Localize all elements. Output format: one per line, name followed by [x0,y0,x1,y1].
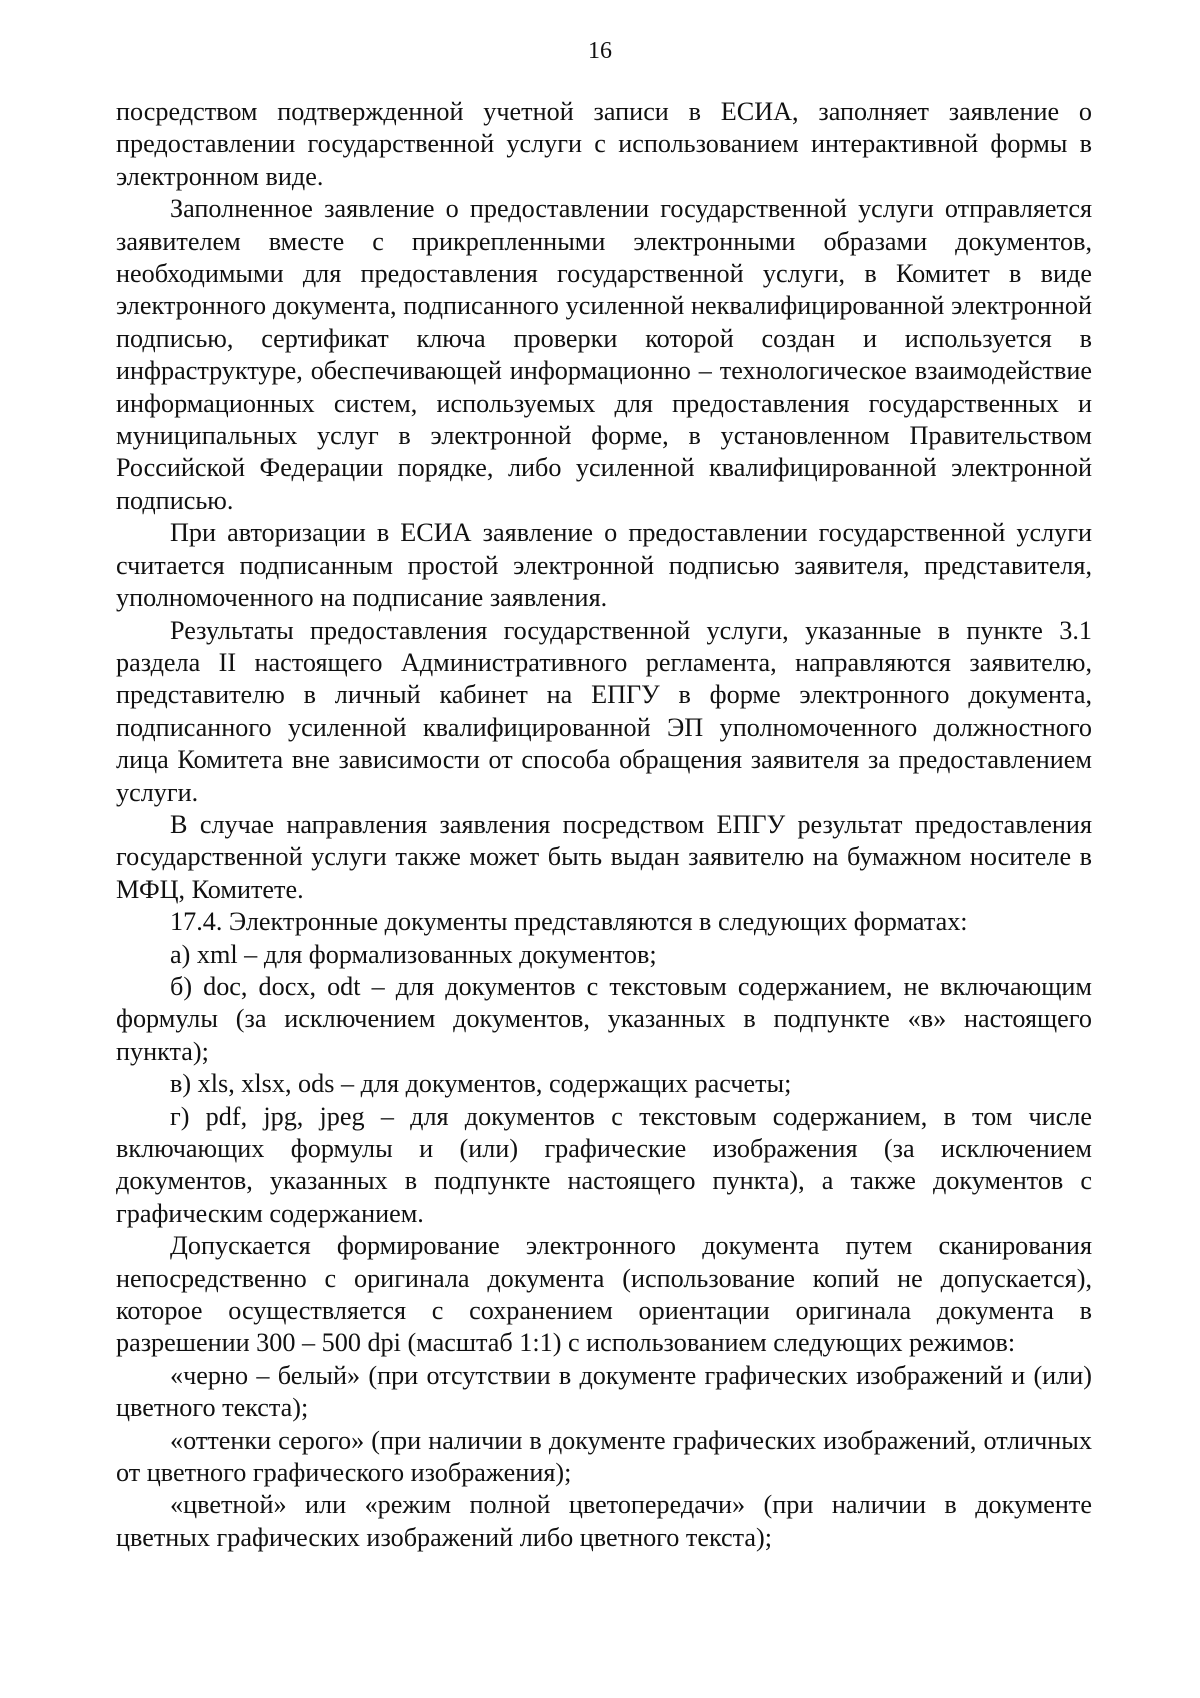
paragraph-scanning: Допускается формирование электронного документа путем сканирования непосредственно с оригинала документа (использование копий не допускается), которое осуществляется с сохранением ориентации оригинала документа в разрешении 300 – 500 dpi (масштаб 1:1) с использованием следующих режимов: [116,1231,1092,1358]
list-item-doc: б) doc, docx, odt – для документов с текстовым содержанием, не включающим формулы (за исключением документов, указанных в подпункте «в» настоящего пункта); [116,971,1092,1066]
paragraph-paper-result: В случае направления заявления посредством ЕПГУ результат предоставления государственной услуги также может быть выдан заявителю на бумажном носителе в МФЦ, Комитете. [116,809,1092,904]
mode-black-white: «черно – белый» (при отсутствии в документе графических изображений и (или) цветного текста); [116,1360,1092,1423]
paragraph-results-delivery: Результаты предоставления государственной услуги, указанные в пункте 3.1 раздела II настоящего Административного регламента, направляются заявителю, представителю в личный кабинет на ЕПГУ в форме электронного документа, подписанного усиленной квалифицированной ЭП уполномоченного должностного лица Комитета вне зависимости от способа обращения заявителя за предоставлением услуги. [116,615,1092,807]
mode-color: «цветной» или «режим полной цветопередачи» (при наличии в документе цветных графических изображений либо цветного текста); [116,1490,1092,1552]
paragraph-esia-authorization: При авторизации в ЕСИА заявление о предоставлении государственной услуги считается подписанным простой электронной подписью заявителя, представителя, уполномоченного на подписание заявления. [116,518,1092,613]
list-item-xls: в) xls, xlsx, ods – для документов, содержащих расчеты; [170,1069,792,1099]
mode-grayscale: «оттенки серого» (при наличии в документе графических изображений, отличных от цветного графического изображения); [116,1425,1092,1488]
paragraph-formats-heading: 17.4. Электронные документы представляются в следующих форматах: [170,907,968,937]
paragraph-application-submission: Заполненное заявление о предоставлении государственной услуги отправляется заявителем вместе с прикрепленными электронными образами документов, необходимыми для предоставления государственной услуги, в Комитет в виде электронного документа, подписанного усиленной неквалифицированной электронной подписью, сертификат ключа проверки которой создан и используется в инфраструктуре, обеспечивающей информационно – технологическое взаимодействие информационных систем, используемых для предоставления государственных и муниципальных услуг в электронной форме, в установленном Правительством Российской Федерации порядке, либо усиленной квалифицированной электронной подписью. [116,194,1092,515]
page-number: 16 [588,38,612,64]
document-body [116,96,1092,1554]
list-item-pdf: г) pdf, jpg, jpeg – для документов с текстовым содержанием, в том числе включающих формулы и (или) графические изображения (за исключением документов, указанных в подпункте настоящего пункта), а также документов с графическим содержанием. [116,1101,1092,1228]
list-item-xml: а) xml – для формализованных документов; [170,939,657,969]
paragraph-continuation: посредством подтвержденной учетной записи в ЕСИА, заполняет заявление о предоставлении государственной услуги с использованием интерактивной формы в электронном виде. [116,97,1092,191]
